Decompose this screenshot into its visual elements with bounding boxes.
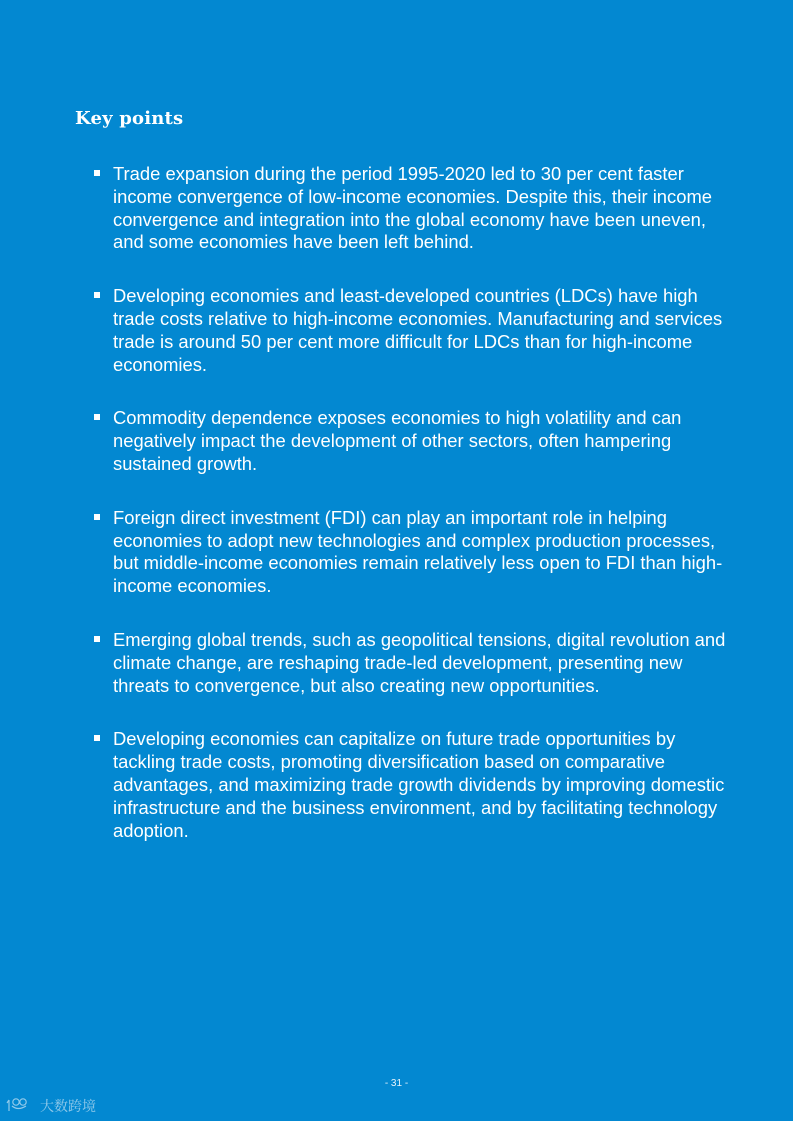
key-point-text: Foreign direct investment (FDI) can play an important role in helping economies to adopt new technologies and complex production processes, but middle-income economies remain relatively less open to FDI than high-income economies.	[113, 506, 723, 597]
bullet-icon	[94, 514, 100, 520]
key-point-text: Developing economies can capitalize on future trade opportunities by tackling trade costs, promoting diversification based on comparative advantages, and maximizing trade growth dividends by improving domestic infrastructure and the business environment, and by facilitating technology adoption.	[113, 728, 725, 841]
key-point-text: Developing economies and least-developed countries (LDCs) have high trade costs relative to high-income economies. Manufacturing and services trade is around 50 per cent more difficult for LDCs than for high-income economies.	[113, 285, 723, 375]
key-points-list	[93, 163, 733, 873]
key-points-heading: Key points	[75, 108, 184, 129]
watermark	[6, 1094, 106, 1116]
key-point-3	[93, 407, 733, 475]
bullet-icon	[94, 636, 100, 642]
bullet-icon	[94, 414, 100, 420]
bullet-icon	[94, 292, 100, 298]
page-number: - 31 -	[384, 1078, 409, 1089]
key-point-6	[93, 728, 733, 842]
bullet-icon	[94, 170, 100, 176]
key-point-2	[93, 285, 733, 376]
bullet-icon	[94, 735, 100, 741]
key-point-5	[93, 629, 733, 697]
key-point-text: Commodity dependence exposes economies to high volatility and can negatively impact the development of other sectors, often hampering sustained growth.	[113, 407, 682, 474]
key-point-text: Trade expansion during the period 1995-2020 led to 30 per cent faster income convergence of low-income economies. Despite this, their income convergence and integration into the global economy have been uneven, and some economies have been left behind.	[113, 163, 712, 253]
svg-text:大数跨境: 大数跨境	[40, 1099, 96, 1115]
key-point-4	[93, 507, 733, 598]
key-point-text: Emerging global trends, such as geopolitical tensions, digital revolution and climate change, are reshaping trade-led development, presenting new threats to convergence, but also creating new opportunities.	[113, 628, 726, 696]
watermark-logo-icon	[6, 1094, 106, 1116]
key-point-1	[93, 163, 733, 254]
